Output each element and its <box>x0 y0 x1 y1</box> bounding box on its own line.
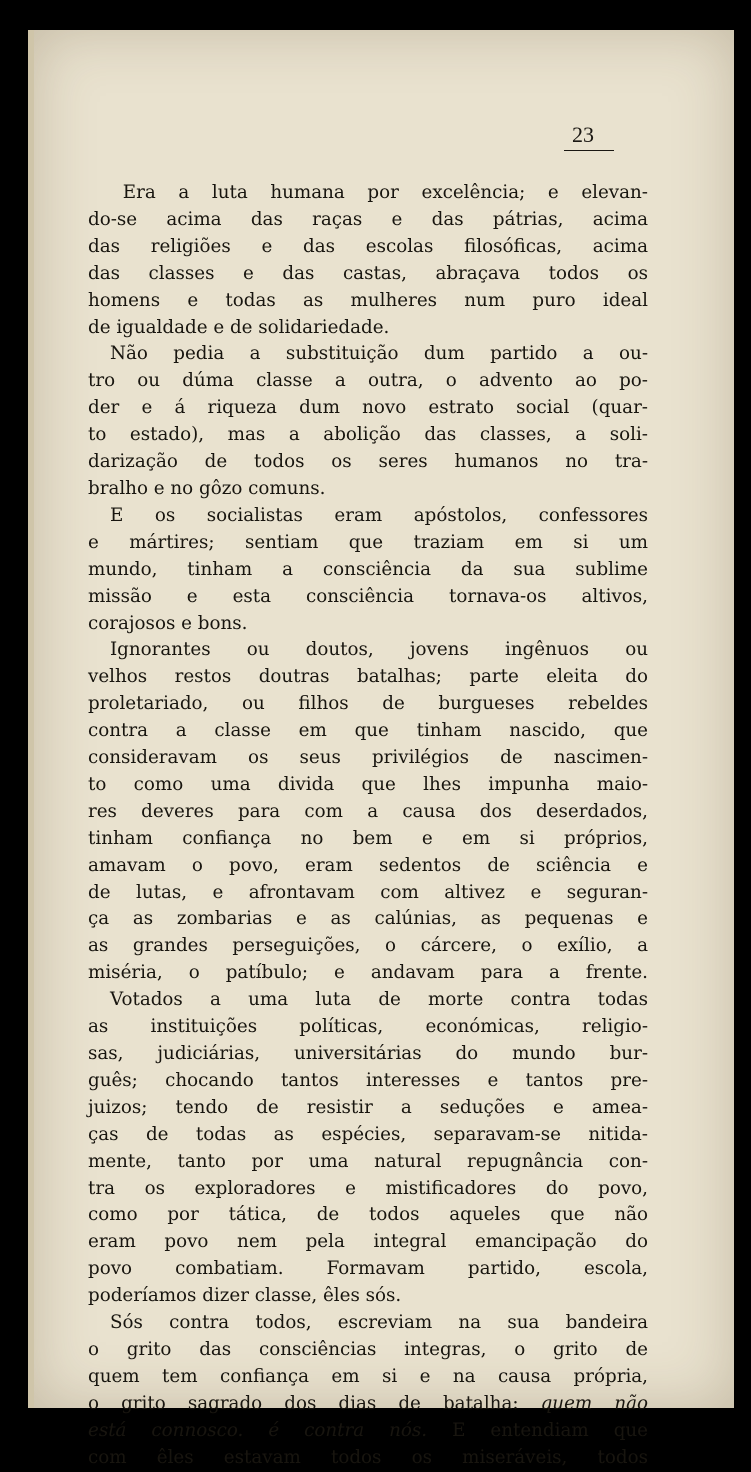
paragraph-3 <box>88 503 648 638</box>
text-line: velhos restos doutras batalhas; parte eleita do <box>88 666 648 688</box>
text-line: do-se acima das raças e das pátrias, acima <box>88 208 648 230</box>
paragraph-5 <box>88 987 648 1310</box>
text-line: tinham confiança no bem e em si próprios, <box>88 827 648 849</box>
text-line: quem tem confiança em si e na causa própria, <box>88 1365 648 1387</box>
book-page <box>28 30 734 1468</box>
text-line: as instituições políticas, económicas, religio- <box>88 1016 648 1038</box>
page-number: 23 <box>564 122 614 151</box>
paragraph-2 <box>88 341 648 502</box>
text-line: miséria, o patíbulo; e andavam para a frente. <box>88 962 648 984</box>
text-line: das classes e das castas, abraçava todos os <box>88 262 648 284</box>
text-line: E os socialistas eram apóstolos, confessores <box>109 504 648 526</box>
text-line: sas, judiciárias, universitárias do mundo bur- <box>88 1043 648 1064</box>
text-line: o grito das consciências integras, o grito de <box>88 1338 648 1360</box>
paragraph-6 <box>88 1310 648 1471</box>
text-line: de lutas, e afrontavam com altivez e seguran- <box>88 881 648 903</box>
text-line: Não pedia a substituição dum partido a ou- <box>109 343 648 365</box>
text-line: das religiões e das escolas filosóficas, acima <box>88 235 648 257</box>
text-line: mundo, tinham a consciência da sua sublime <box>88 558 648 580</box>
text-line <box>88 1418 648 1445</box>
text-line: Votados a uma luta de morte contra todas <box>109 989 648 1011</box>
text-line: ça as zombarias e as calúnias, as pequenas e <box>88 908 648 930</box>
text-line: darização de todos os seres humanos no tra- <box>88 451 648 473</box>
text-line: mente, tanto por uma natural repugnância con- <box>88 1150 648 1172</box>
italic-quote: está connosco. é contra nós. <box>88 1419 428 1441</box>
body-text <box>88 180 648 1472</box>
text-line: eram povo nem pela integral emancipação do <box>88 1231 648 1253</box>
text-line: guês; chocando tantos interesses e tantos pre- <box>88 1069 648 1091</box>
text-line: as grandes perseguições, o cárcere, o exílio, a <box>88 935 648 957</box>
text-line: Sós contra todos, escreviam na sua bandeira <box>109 1312 648 1334</box>
text-line: Ignorantes ou doutos, jovens ingênuos ou <box>109 639 648 661</box>
text-line: to estado), mas a abolição das classes, a soli- <box>88 424 648 446</box>
text-line: contra a classe em que tinham nascido, que <box>88 720 648 742</box>
text-line: corajosos e bons. <box>88 612 248 634</box>
text-line: Era a luta humana por excelência; e elevan- <box>122 182 648 203</box>
text-line: com êles estavam todos os miseráveis, todos <box>88 1446 648 1468</box>
text-line: to como uma divida que lhes impunha maio- <box>88 773 648 795</box>
text-line: homens e todas as mulheres num puro ideal <box>88 289 648 311</box>
text-line <box>88 1391 648 1418</box>
text-line: res deveres para com a causa dos deserdados, <box>88 800 648 822</box>
paragraph-4 <box>88 637 648 987</box>
text-line: amavam o povo, eram sedentos de sciência e <box>88 854 648 876</box>
text-line: como por tática, de todos aqueles que não <box>88 1204 648 1226</box>
text-segment: o grito sagrado dos dias de batalha: <box>88 1392 541 1414</box>
text-line: consideravam os seus privilégios de nascimen- <box>88 747 648 769</box>
text-segment: E entendiam que <box>427 1419 648 1441</box>
italic-quote: quem não <box>540 1392 648 1414</box>
text-line: tro ou dúma classe a outra, o advento ao po- <box>88 370 648 392</box>
paragraph-1 <box>88 180 648 341</box>
text-line: tra os exploradores e mistificadores do povo, <box>88 1177 648 1199</box>
text-line: ças de todas as espécies, separavam-se nitida- <box>88 1123 648 1145</box>
text-line: juizos; tendo de resistir a seduções e amea- <box>88 1096 648 1118</box>
text-line: de igualdade e de solidariedade. <box>88 316 390 338</box>
text-line: e mártires; sentiam que traziam em si um <box>88 531 648 553</box>
text-line: povo combatiam. Formavam partido, escola, <box>88 1258 648 1280</box>
text-line: bralho e no gôzo comuns. <box>88 477 326 499</box>
text-line: missão e esta consciência tornava-os altivos, <box>88 585 648 607</box>
text-line: poderíamos dizer classe, êles sós. <box>88 1285 402 1307</box>
text-line: der e á riqueza dum novo estrato social (quar- <box>88 397 648 419</box>
text-line: proletariado, ou filhos de burgueses rebeldes <box>88 693 648 715</box>
